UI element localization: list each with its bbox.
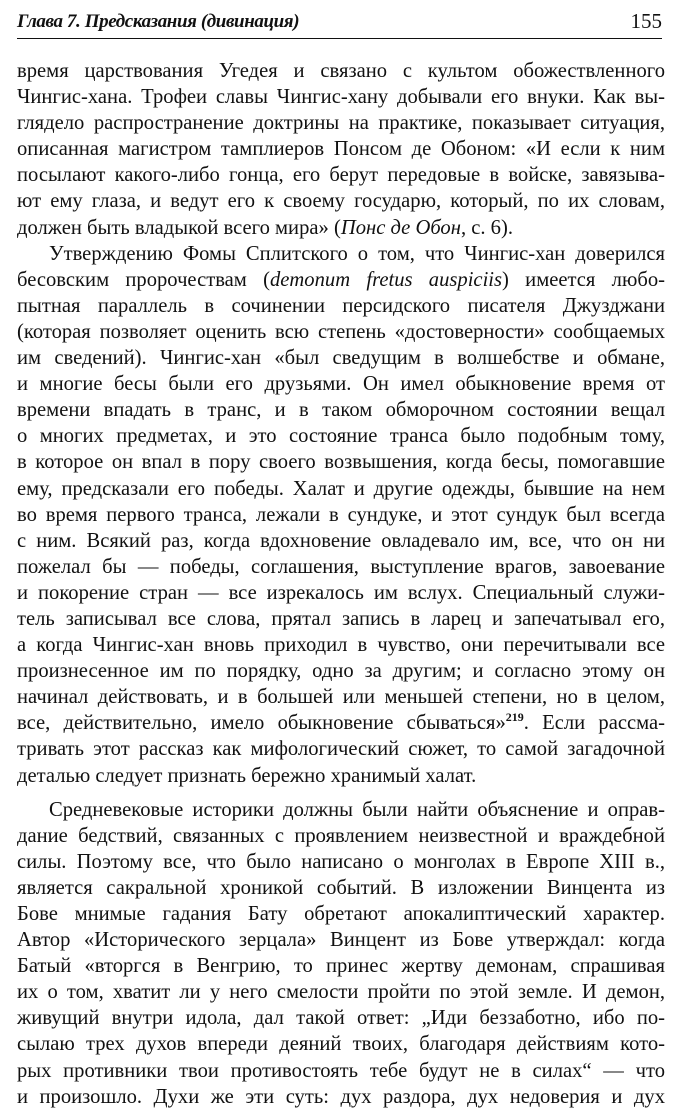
text-line: и покорение стран — все изрекалось им вслух. Специальный служи-: [17, 581, 665, 604]
text-line: тривать этот рассказ как мифологический сюжет, то самой загадочной: [17, 738, 665, 761]
text-line: во время первого транса, лежали в сундуке, и этот сундук был всегда: [17, 503, 665, 526]
text-line: время царствования Угедея и связано с культом обожествленного: [17, 60, 665, 82]
text-run: , с. 6).: [460, 216, 513, 239]
text-line: о многих предметах, и это состояние транса было подобным тому,: [17, 425, 665, 448]
text-line: а когда Чингис-хан вновь приходил в чувство, они перечитывали все: [17, 634, 665, 657]
text-line: Батый «вторгся в Венгрию, то принес жертву демонам, спрашивая: [17, 955, 665, 978]
text-line: Средневековые историки должны были найти объяснение и оправ-: [49, 798, 665, 821]
text-line: произнесенное им по порядку, одно за другим; и согласно этому он: [17, 660, 665, 683]
running-head: [17, 8, 662, 39]
text-line: описанная магистром тамплиеров Понсом де Обоном: «И если к ним: [17, 138, 665, 161]
footnote-marker: 219: [505, 710, 524, 725]
text-run: . Если рассма-: [523, 712, 666, 735]
text-line: Чингис-хана. Трофеи славы Чингис-хану добывали его внуки. Как вы-: [17, 86, 665, 109]
text-run: ) имеется любо-: [502, 268, 665, 291]
text-line: живущий внутри идола, дал такой ответ: „Иди беззаботно, ибо по-: [17, 1007, 665, 1030]
text-line: силы. Поэтому все, что было написано о монголах в Европе XIII в.,: [17, 850, 665, 873]
page-number: 155: [630, 9, 662, 33]
latin-phrase: demonum fretus auspiciis: [270, 268, 503, 291]
paragraph-2: [17, 241, 665, 789]
text-line: посылают какого-либо гонца, его берут передовые в войске, завязыва-: [17, 164, 665, 187]
text-line: ему, предсказали его победы. Халат и другие одежды, бывшие на нем: [17, 477, 665, 500]
text-line: глядело распространение доктрины на практике, показывает ситуация,: [17, 112, 665, 135]
text-line: и многие бесы были его друзьями. Он имел обыкновение время от: [17, 373, 665, 396]
text-line: [17, 267, 665, 293]
text-line: дание бедствий, связанных с проявлением неизвестной и враждебной: [17, 824, 665, 847]
text-line: начинал действовать, и в большей или меньшей степени, но в целом,: [17, 686, 665, 709]
text-line: их о том, хватит ли у него смелости пройти по этой земле. И демон,: [17, 981, 665, 1004]
text-line: Автор «Исторического зерцала» Винцент из Бове утверждал: когда: [17, 929, 665, 952]
body-text: [17, 58, 665, 1110]
text-line: пожелал бы — победы, соглашения, выступление врагов, завоевание: [17, 555, 665, 578]
text-line: [17, 215, 665, 241]
text-line: деталью следует признать бережно хранимый халат.: [17, 764, 477, 787]
text-line: ют ему глаза, и ведут его к своему государю, который, по их словам,: [17, 190, 665, 213]
text-line: и произошло. Духи же эти суть: дух раздора, дух недоверия и дух: [17, 1085, 665, 1108]
text-line: тель записывал все слова, прятал запись в ларец и запечатывал его,: [17, 607, 665, 630]
citation-author: Понс де Обон: [340, 216, 461, 239]
text-line: рых противники твои противостоять тебе будут не в силах“ — что: [17, 1059, 665, 1082]
text-run: должен быть владыкой всего мира» (: [17, 216, 341, 239]
paragraph-3: [17, 797, 665, 1110]
paragraph-spacer: [17, 789, 665, 797]
text-line: сылаю трех духов впереди деяний твоих, благодаря действиям кото-: [17, 1033, 665, 1056]
text-line: является сакральной хроникой событий. В изложении Винцента из: [17, 876, 665, 899]
text-line: пытная параллель в сочинении персидского писателя Джузджани: [17, 294, 665, 317]
text-line: (которая позволяет оценить всю степень «достоверности» сообщаемых: [17, 320, 665, 343]
paragraph-1: [17, 58, 665, 241]
chapter-title: Глава 7. Предсказания (дивинация): [17, 11, 300, 32]
text-line: Бове мнимые гадания Бату обретают апокалиптический характер.: [17, 903, 665, 925]
text-line: Утверждению Фомы Сплитского о том, что Чингис-хан доверился: [49, 242, 665, 265]
text-run: бесовским пророчествам (: [17, 268, 270, 291]
text-line: в которое он впал в пору своего возвышения, когда бесы, помогавшие: [17, 451, 665, 474]
text-line: [17, 710, 665, 736]
text-line: им сведений). Чингис-хан «был сведущим в волшебстве и обмане,: [17, 347, 665, 370]
text-line: времени впадать в транс, и в таком обморочном состоянии вещал: [17, 399, 665, 422]
text-line: с ним. Всякий раз, когда вдохновение овладевало им, все, что он ни: [17, 529, 665, 552]
text-run: все, действительно, имело обыкновение сбываться»: [17, 712, 506, 735]
